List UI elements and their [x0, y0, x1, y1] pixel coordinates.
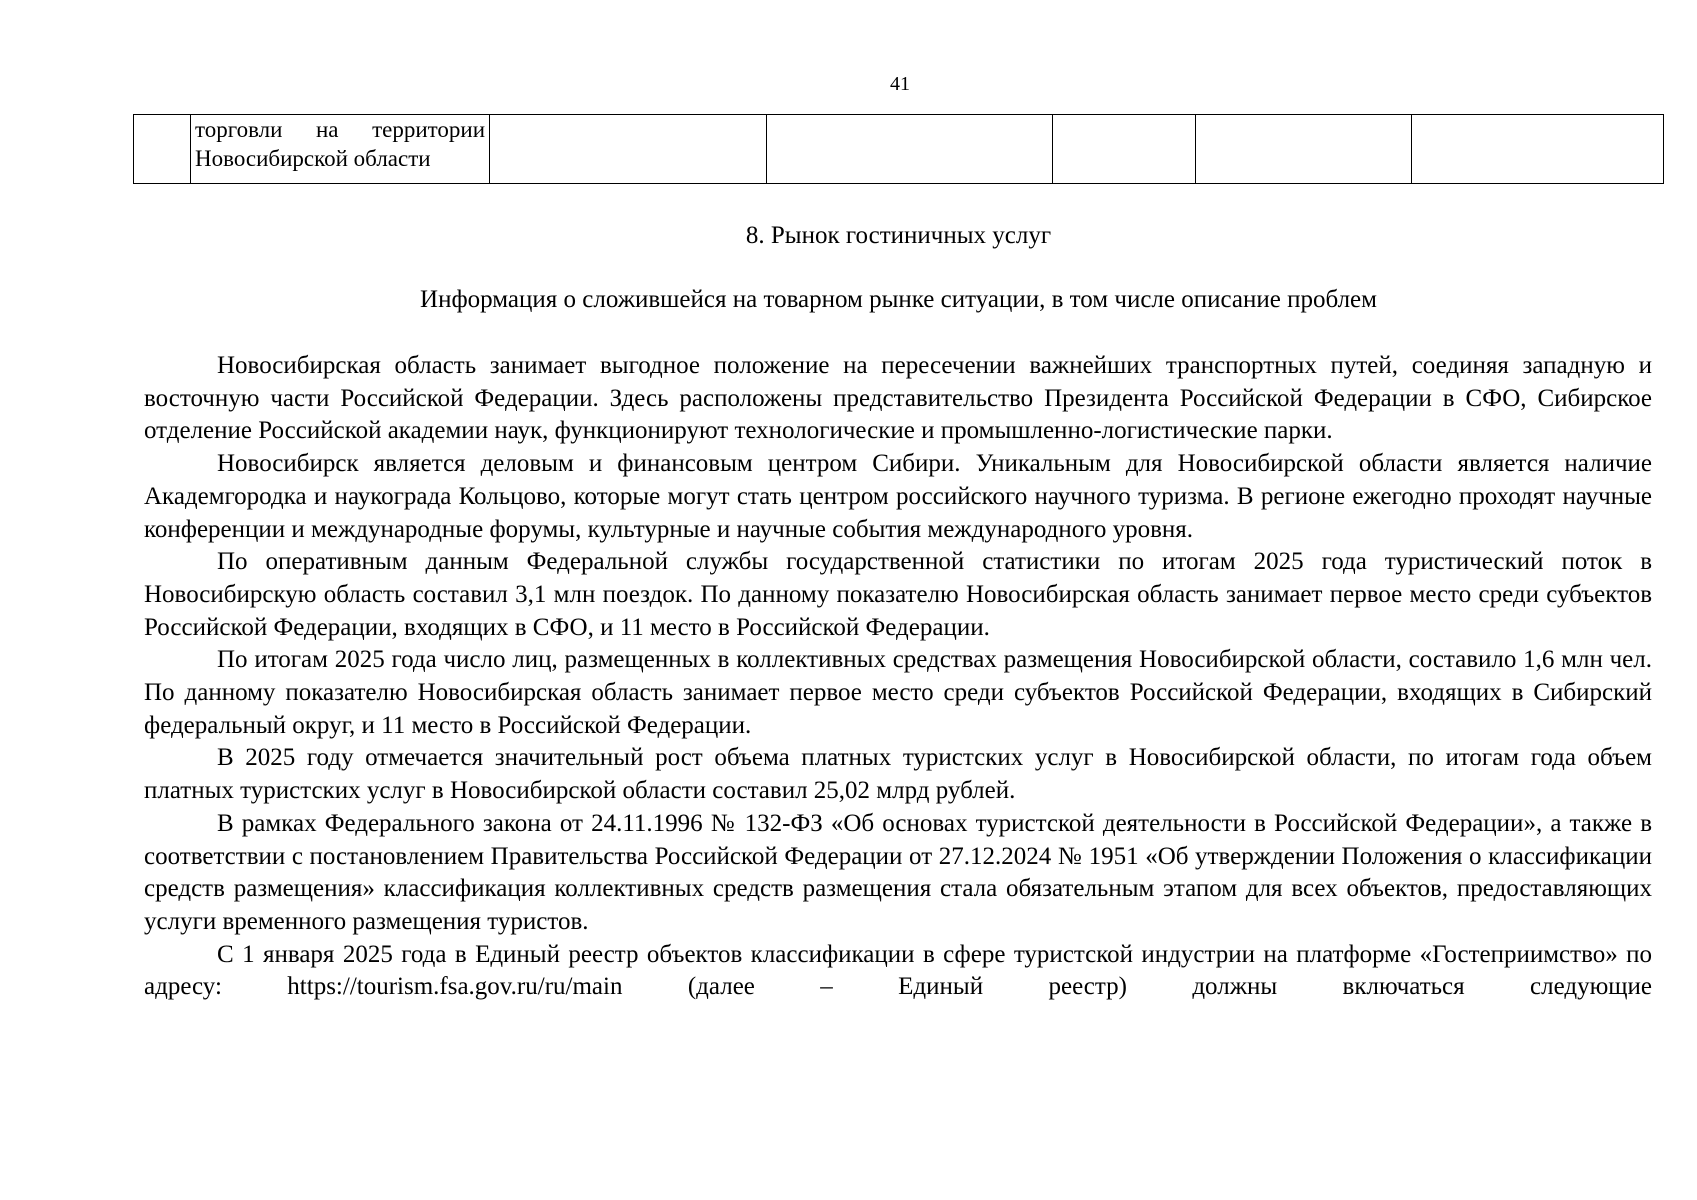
continued-table: [133, 114, 1664, 184]
section-title: 8. Рынок гостиничных услуг: [745, 222, 1052, 249]
table-cell: [767, 115, 1053, 184]
table-cell-number: [134, 115, 191, 184]
table-cell-line: Новосибирской области: [195, 146, 431, 171]
table-cell: [1412, 115, 1664, 184]
paragraph: С 1 января 2025 года в Единый реестр объектов классификации в сфере туристской индустрии на платформе «Гостеприимство» по адресу: https://tourism.fsa.gov.ru/ru/main (далее – Единый реестр) должны включаться следующие: [144, 940, 1652, 1001]
table-cell-line: торговли на территории: [195, 117, 485, 142]
paragraph: По итогам 2025 года число лиц, размещенных в коллективных средствах размещения Новосибирской области, составило 1,6 млн чел. По данному показателю Новосибирская область занимает первое место среди субъектов Российской Федерации, входящих в Сибирский федеральный округ, и 11 место в Российской Федерации.: [144, 646, 1652, 739]
page-number: 41: [890, 73, 910, 95]
table-cell-activity: [191, 115, 490, 184]
paragraph: По оперативным данным Федеральной службы государственной статистики по итогам 2025 года туристический поток в Новосибирскую область составил 3,1 млн поездок. По данному показателю Новосибирская область занимает первое место среди субъектов Российской Федерации, входящих в СФО, и 11 место в Российской Федерации.: [144, 548, 1652, 641]
paragraph: В 2025 году отмечается значительный рост объема платных туристских услуг в Новосибирской области, по итогам года объем платных туристских услуг в Новосибирской области составил 25,02 млрд рублей.: [144, 744, 1652, 805]
paragraph: Новосибирская область занимает выгодное положение на пересечении важнейших транспортных путей, соединяя западную и восточную части Российской Федерации. Здесь расположены представительство Президента Российской Федерации в СФО, Сибирское отделение Российской академии наук, функционируют технологические и промышленно-логистические парки.: [144, 352, 1652, 445]
paragraph: Новосибирск является деловым и финансовым центром Сибири. Уникальным для Новосибирской области является наличие Академгородка и наукограда Кольцово, которые могут стать центром российского научного туризма. В регионе ежегодно проходят научные конференции и международные форумы, культурные и научные события международного уровня.: [144, 450, 1652, 543]
body-text: [144, 350, 1652, 1004]
subsection-title: Информация о сложившейся на товарном рынке ситуации, в том числе описание проблем: [420, 286, 1377, 313]
table-cell: [1053, 115, 1196, 184]
table-row: [134, 115, 1664, 184]
table-cell: [1196, 115, 1412, 184]
paragraph: В рамках Федерального закона от 24.11.1996 № 132-ФЗ «Об основах туристской деятельности в Российской Федерации», а также в соответствии с постановлением Правительства Российской Федерации от 27.12.2024 № 1951 «Об утверждении Положения о классификации средств размещения» классификация коллективных средств размещения стала обязательным этапом для всех объектов, предоставляющих услуги временного размещения туристов.: [144, 809, 1652, 935]
table-cell: [490, 115, 767, 184]
